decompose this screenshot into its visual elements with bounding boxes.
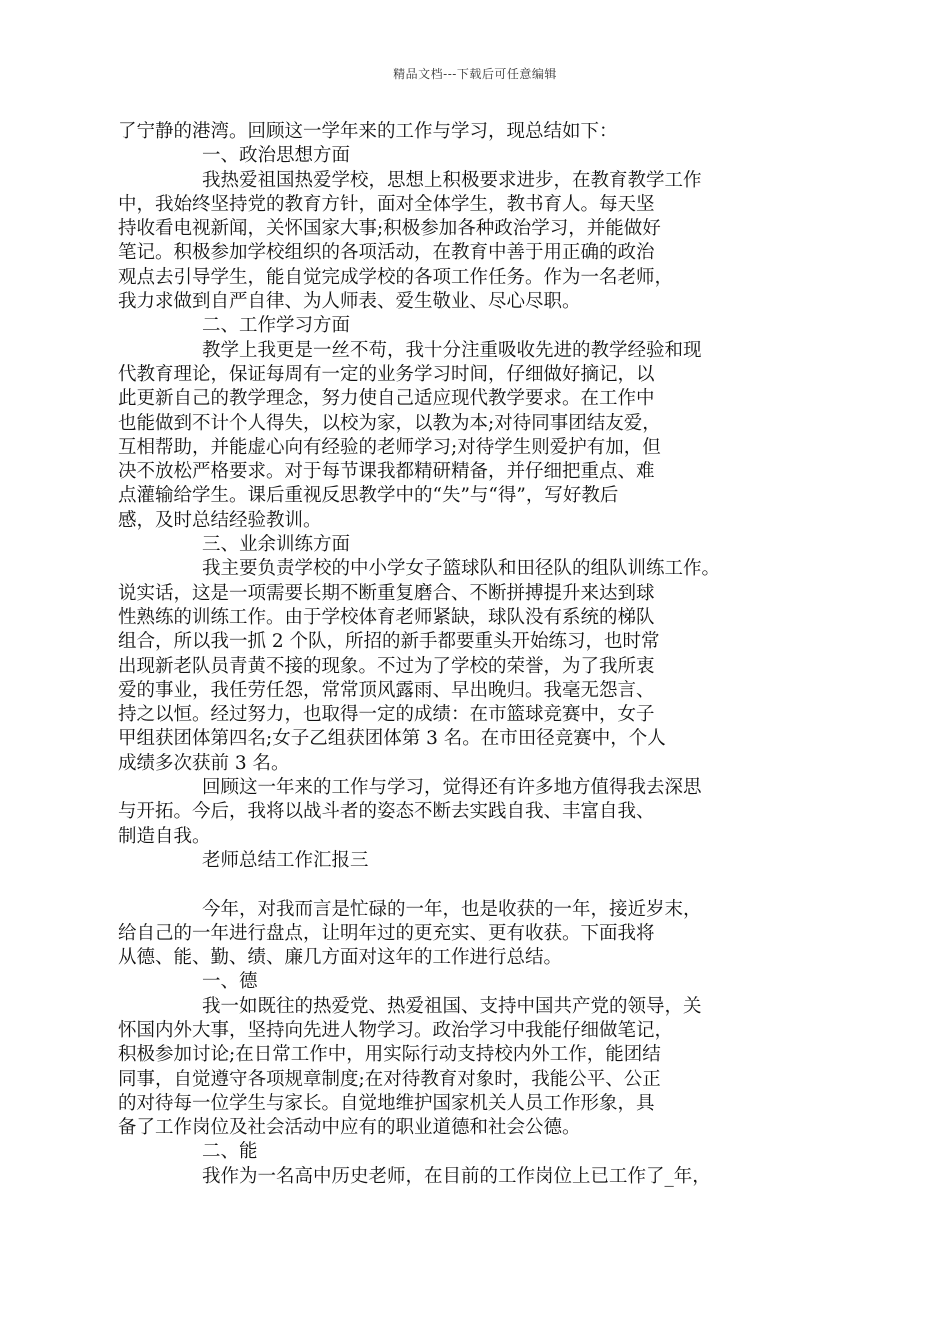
text-line: 组合，所以我一抓 2 个队，所招的新手都要重头开始练习，也时常 — [118, 631, 660, 653]
text-line: 爱的事业，我任劳任怨，常常顶风露雨、早出晚归。我毫无怨言、 — [118, 679, 655, 701]
text-line: 今年，对我而言是忙碌的一年，也是收获的一年，接近岁末， — [202, 898, 702, 920]
document-body — [118, 120, 832, 1189]
text-line: 性熟练的训练工作。由于学校体育老师紧缺，球队没有系统的梯队 — [118, 606, 655, 628]
text-line: 出现新老队员青黄不接的现象。不过为了学校的荣誉，为了我所衷 — [118, 655, 655, 677]
text-line: 二、工作学习方面 — [202, 315, 351, 337]
text-line: 我作为一名高中历史老师，在目前的工作岗位上已工作了_年， — [202, 1165, 711, 1187]
text-line: 决不放松严格要求。对于每节课我都精研精备，并仔细把重点、难 — [118, 461, 655, 483]
text-line: 说实话，这是一项需要长期不断重复磨合、不断拼搏提升来达到球 — [118, 582, 655, 604]
blank-line — [118, 873, 832, 897]
text-line: 我力求做到自严自律、为人师表、爱生敬业、尽心尽职。 — [118, 291, 581, 313]
text-line: 持之以恒。经过努力，也取得一定的成绩：在市篮球竞赛中，女子 — [118, 704, 655, 726]
text-line: 备了工作岗位及社会活动中应有的职业道德和社会公德。 — [118, 1117, 581, 1139]
text-line: 感，及时总结经验教训。 — [118, 509, 322, 531]
text-line: 一、德 — [202, 971, 258, 993]
page-header: 精品文档---下载后可任意编辑 — [393, 67, 557, 81]
text-line: 的对待每一位学生与家长。自觉地维护国家机关人员工作形象，具 — [118, 1092, 655, 1114]
text-line: 给自己的一年进行盘点，让明年过的更充实、更有收获。下面我将 — [118, 922, 655, 944]
text-line: 积极参加讨论;在日常工作中，用实际行动支持校内外工作，能团结 — [118, 1044, 661, 1066]
text-line: 老师总结工作汇报三 — [202, 849, 369, 871]
text-line: 与开拓。今后，我将以战斗者的姿态不断去实践自我、丰富自我、 — [118, 801, 655, 823]
text-line: 我主要负责学校的中小学女子篮球队和田径队的组队训练工作。 — [202, 558, 721, 580]
text-line: 持收看电视新闻，关怀国家大事;积极参加各种政治学习，并能做好 — [118, 218, 661, 240]
text-line: 同事，自觉遵守各项规章制度;在对待教育对象时，我能公平、公正 — [118, 1068, 661, 1090]
text-line: 教学上我更是一丝不苟，我十分注重吸收先进的教学经验和现 — [202, 339, 702, 361]
text-line: 了宁静的港湾。回顾这一学年来的工作与学习，现总结如下： — [118, 121, 618, 142]
text-line: 制造自我。 — [118, 825, 211, 847]
text-line: 中，我始终坚持党的教育方针，面对全体学生，教书育人。每天坚 — [118, 193, 655, 215]
text-line: 成绩多次获前 3 名。 — [118, 752, 290, 774]
text-line: 点灌输给学生。课后重视反思教学中的“失”与“得”，写好教后 — [118, 485, 619, 507]
text-line: 也能做到不计个人得失，以校为家，以教为本;对待同事团结友爱， — [118, 412, 661, 434]
text-line: 从德、能、勤、绩、廉几方面对这年的工作进行总结。 — [118, 947, 563, 969]
text-line: 怀国内外大事，坚持向先进人物学习。政治学习中我能仔细做笔记， — [118, 1019, 674, 1041]
text-line: 我一如既往的热爱党、热爱祖国、支持中国共产党的领导，关 — [202, 995, 702, 1017]
text-line: 甲组获团体第四名;女子乙组获团体第 3 名。在市田径竞赛中，个人 — [118, 728, 666, 750]
text-line: 二、能 — [202, 1141, 258, 1163]
text-line: 三、业余训练方面 — [202, 534, 351, 556]
text-line: 我热爱祖国热爱学校，思想上积极要求进步，在教育教学工作 — [202, 169, 702, 191]
text-line: 互相帮助，并能虚心向有经验的老师学习;对待学生则爱护有加，但 — [118, 436, 661, 458]
text-line: 此更新自己的教学理念，努力使自己适应现代教学要求。在工作中 — [118, 388, 655, 410]
text-line: 代教育理论，保证每周有一定的业务学习时间，仔细做好摘记，以 — [118, 363, 655, 385]
text-line: 一、政治思想方面 — [202, 145, 351, 167]
text-line: 观点去引导学生，能自觉完成学校的各项工作任务。作为一名老师， — [118, 266, 674, 288]
text-line: 回顾这一年来的工作与学习，觉得还有许多地方值得我去深思 — [202, 777, 702, 799]
text-line: 笔记。积极参加学校组织的各项活动，在教育中善于用正确的政治 — [118, 242, 655, 264]
